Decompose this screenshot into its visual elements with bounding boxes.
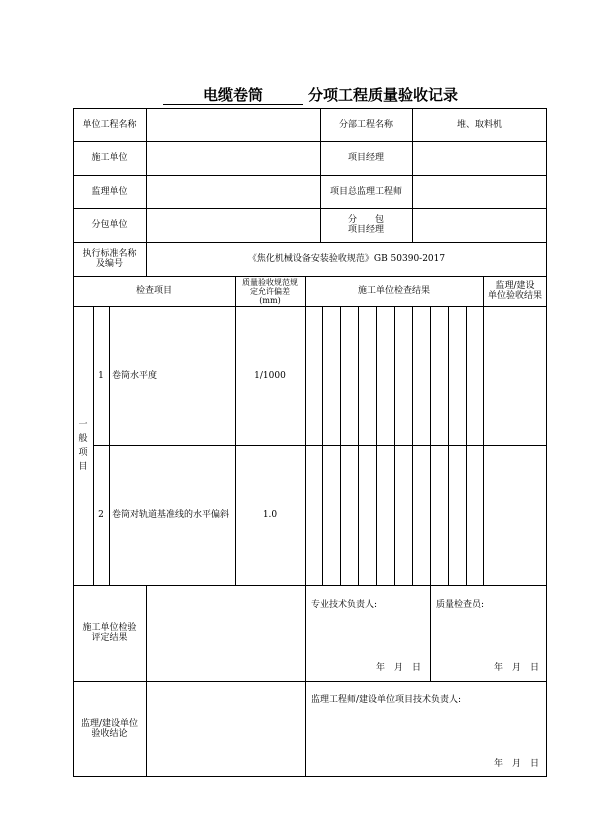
supervisor-signature: 监理工程师/建设单位项目技术负责人: xyxy=(311,695,462,705)
chief-supervisor-field[interactable] xyxy=(412,175,547,208)
title-suffix: 分项工程质量验收记录 xyxy=(308,86,459,104)
col-divider xyxy=(305,585,306,777)
sub-manager-label: 分 包 项目经理 xyxy=(347,215,384,235)
item-tolerance: 1.0 xyxy=(262,510,278,520)
sub-project-field[interactable]: 堆、取料机 xyxy=(456,119,502,130)
item-name: 卷筒水平度 xyxy=(112,370,158,381)
col-divider xyxy=(109,306,110,585)
supervision-eval-label: 监理/建设单位 验收结论 xyxy=(80,719,139,739)
col-divider xyxy=(305,276,306,585)
item-name: 电缆卷筒 xyxy=(163,84,303,105)
grid-line xyxy=(340,306,341,585)
grid-line xyxy=(358,306,359,585)
supervision-unit-label: 监理单位 xyxy=(91,186,128,197)
construction-result-header: 施工单位检查结果 xyxy=(357,286,430,296)
construction-eval-label: 施工单位检验 评定结果 xyxy=(82,623,137,643)
standard-label: 执行标准名称 及编号 xyxy=(82,249,137,269)
subcontractor-field[interactable] xyxy=(146,208,320,242)
tolerance-header: 质量验收规范规 定允许偏差 (mm) xyxy=(242,277,298,305)
grid-line xyxy=(376,306,377,585)
item-name: 卷筒对轨道基准线的水平偏斜 xyxy=(112,510,230,520)
project-manager-field[interactable] xyxy=(412,141,547,175)
project-name-field[interactable] xyxy=(146,108,320,141)
item-number: 2 xyxy=(98,510,104,520)
construction-eval-field[interactable] xyxy=(146,585,305,681)
grid-line xyxy=(466,306,467,585)
document-title xyxy=(0,84,590,108)
grid-line xyxy=(322,306,323,585)
item-number: 1 xyxy=(98,370,104,381)
construction-date-1: 年 月 日 xyxy=(376,663,422,673)
tech-lead-signature: 专业技术负责人: xyxy=(311,600,378,610)
sub-project-label: 分部工程名称 xyxy=(338,119,393,130)
construction-unit-label: 施工单位 xyxy=(91,153,128,163)
check-item-header: 检查项目 xyxy=(135,286,172,296)
supervision-result-header: 监理/建设 单位验收结果 xyxy=(487,281,542,301)
general-items-group xyxy=(73,306,93,585)
chief-supervisor-label: 项目总监理工程师 xyxy=(329,186,402,197)
construction-date-2: 年 月 日 xyxy=(494,663,540,673)
grid-line xyxy=(448,306,449,585)
subcontractor-label: 分包单位 xyxy=(91,220,128,230)
quality-inspector-signature: 质量检查员: xyxy=(436,600,485,610)
col-divider xyxy=(483,276,484,585)
sub-manager-field[interactable] xyxy=(412,208,547,242)
grid-line xyxy=(394,306,395,585)
project-name-label: 单位工程名称 xyxy=(82,119,137,130)
construction-unit-field[interactable] xyxy=(146,141,320,175)
item-tolerance: 1/1000 xyxy=(254,370,286,381)
standard-value: 《焦化机械设备安装验收规范》GB 50390-2017 xyxy=(247,254,446,264)
general-items-label: 一 般 项 目 xyxy=(78,419,88,472)
project-manager-label: 项目经理 xyxy=(347,153,384,163)
grid-line xyxy=(430,306,431,585)
supervision-unit-field[interactable] xyxy=(146,175,320,208)
supervision-eval-field[interactable] xyxy=(146,681,305,777)
col-divider xyxy=(430,585,431,681)
supervision-date: 年 月 日 xyxy=(494,759,540,769)
grid-line xyxy=(412,306,413,585)
